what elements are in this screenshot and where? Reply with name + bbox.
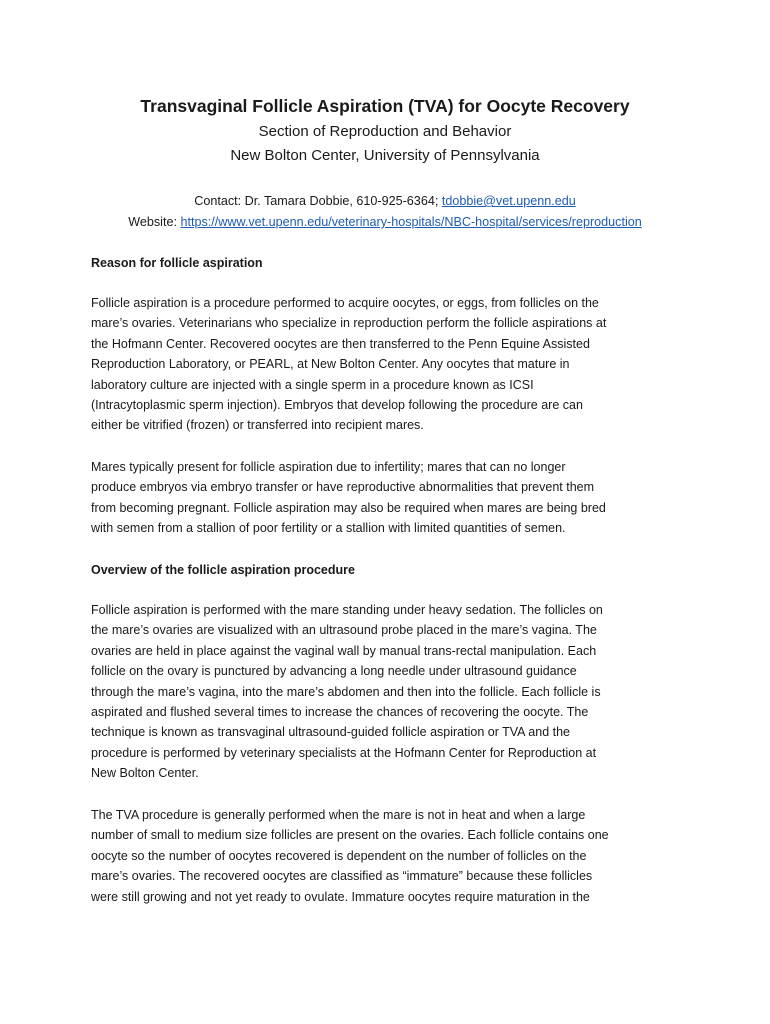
paragraph-overview-1 [91, 600, 691, 784]
paragraph-line: (Intracytoplasmic sperm injection). Embryos that develop following the procedure are can [91, 397, 583, 412]
section-heading-overview: Overview of the follicle aspiration procedure [91, 563, 355, 577]
paragraph-line: mare’s ovaries. The recovered oocytes are classified as “immature” because these follicles [91, 869, 593, 884]
paragraph-reason-1 [91, 293, 691, 436]
paragraph-line: technique is known as transvaginal ultrasound-guided follicle aspiration or TVA and the [91, 725, 570, 740]
paragraph-line: through the mare’s vagina, into the mare’s abdomen and then into the follicle. Each follicle is [91, 684, 601, 699]
paragraph-line: follicle on the ovary is punctured by advancing a long needle under ultrasound guidance [91, 664, 577, 679]
paragraph-line: procedure is performed by veterinary specialists at the Hofmann Center for Reproduction at [91, 745, 597, 760]
paragraph-line: number of small to medium size follicles are present on the ovaries. Each follicle contains one [91, 828, 609, 843]
document-title: Transvaginal Follicle Aspiration (TVA) for Oocyte Recovery [140, 96, 630, 116]
paragraph-line: The TVA procedure is generally performed when the mare is not in heat and when a large [91, 808, 586, 822]
document-subtitle-center: New Bolton Center, University of Pennsylvania [230, 147, 540, 164]
document-subtitle-section: Section of Reproduction and Behavior [258, 123, 512, 140]
paragraph-line: ovaries are held in place against the vaginal wall by manual trans-rectal manipulation. Each [91, 643, 597, 658]
website-url-link[interactable]: https://www.vet.upenn.edu/veterinary-hospitals/NBC-hospital/services/reproduction [180, 215, 642, 229]
paragraph-line: laboratory culture are injected with a single sperm in a procedure known as ICSI [91, 377, 534, 392]
paragraph-line: Reproduction Laboratory, or PEARL, at New Bolton Center. Any oocytes that mature in [91, 357, 570, 372]
paragraph-line: mare’s ovaries. Veterinarians who specialize in reproduction perform the follicle aspirations at [91, 316, 607, 331]
paragraph-line: were still growing and not yet ready to ovulate. Immature oocytes require maturation in the [91, 889, 590, 904]
paragraph-line: with semen from a stallion of poor fertility or a stallion with limited quantities of semen. [91, 521, 566, 536]
website-line [0, 213, 770, 231]
paragraph-overview-2 [91, 805, 691, 907]
contact-label: Contact: Dr. Tamara Dobbie, 610-925-6364; [194, 194, 442, 208]
paragraph-line: aspirated and flushed several times to increase the chances of recovering the oocyte. The [91, 704, 589, 719]
section-heading-reason: Reason for follicle aspiration [91, 256, 263, 270]
paragraph-line: Mares typically present for follicle aspiration due to infertility; mares that can no longer [91, 460, 566, 474]
paragraph-line: the Hofmann Center. Recovered oocytes are then transferred to the Penn Equine Assisted [91, 336, 590, 351]
contact-line [0, 192, 770, 210]
paragraph-line: either be vitrified (frozen) or transferred into recipient mares. [91, 418, 424, 433]
contact-email-link[interactable]: tdobbie@vet.upenn.edu [441, 194, 576, 208]
paragraph-line: oocyte so the number of oocytes recovered is dependent on the number of follicles on the [91, 848, 587, 863]
paragraph-line: Follicle aspiration is a procedure performed to acquire oocytes, or eggs, from follicles on the [91, 296, 599, 310]
website-label: Website: [128, 215, 181, 229]
paragraph-line: the mare’s ovaries are visualized with an ultrasound probe placed in the mare’s vagina. The [91, 623, 597, 638]
paragraph-reason-2 [91, 457, 691, 539]
paragraph-line: New Bolton Center. [91, 766, 199, 781]
paragraph-line: from becoming pregnant. Follicle aspiration may also be required when mares are being bred [91, 500, 606, 515]
paragraph-line: produce embryos via embryo transfer or have reproductive abnormalities that prevent them [91, 480, 595, 495]
paragraph-line: Follicle aspiration is performed with the mare standing under heavy sedation. The follicles on [91, 603, 603, 617]
